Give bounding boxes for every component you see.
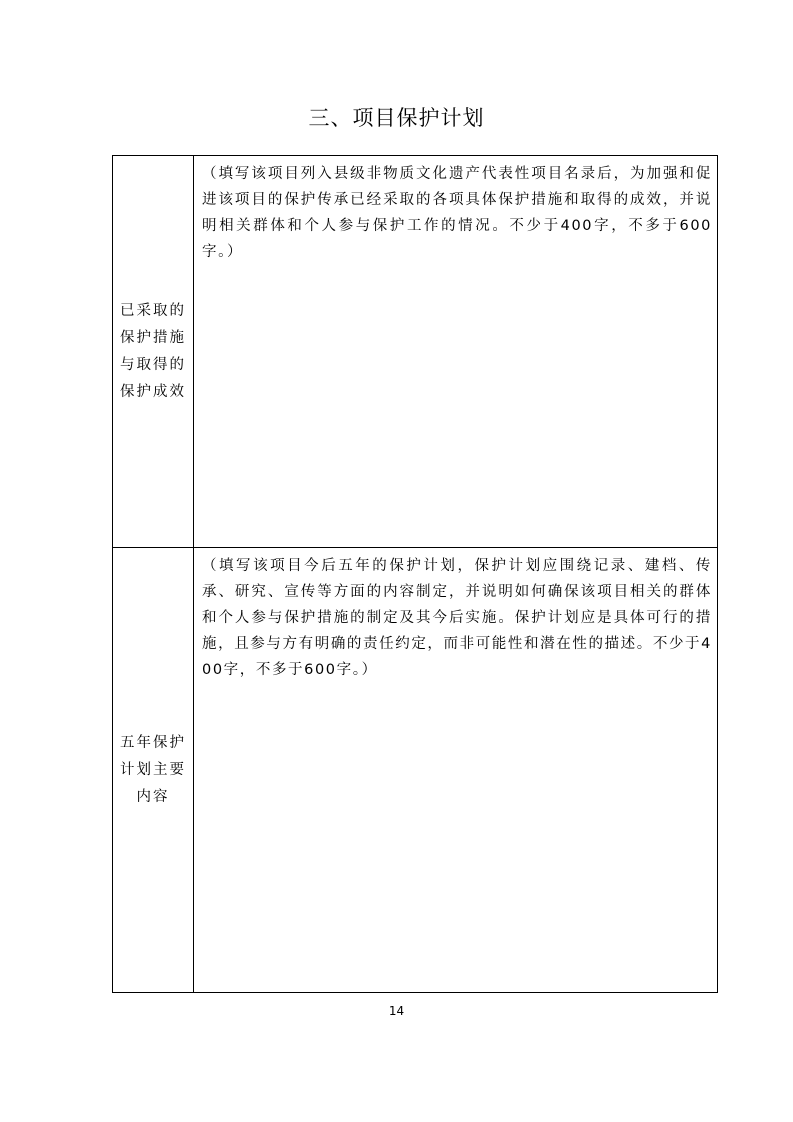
table-row-measures <box>113 156 717 548</box>
row-label-cell <box>113 156 194 547</box>
measures-instruction: （填写该项目列入县级非物质文化遗产代表性项目名录后，为加强和促进该项目的保护传承已经采取的各项具体保护措施和取得的成效，并说明相关群体和个人参与保护工作的情况。不少于400字，不多于600字。） <box>202 166 712 260</box>
protection-plan-table <box>112 155 718 993</box>
table-row-five-year-plan <box>113 548 717 992</box>
page-number: 14 <box>388 1004 405 1018</box>
measures-content-field[interactable] <box>194 156 717 547</box>
page-title: 三、项目保护计划 <box>308 106 485 130</box>
row-label-five-year-plan: 五年保护计划主要内容 <box>120 734 186 805</box>
row-label-measures: 已采取的保护措施与取得的保护成效 <box>120 302 186 400</box>
row-label-cell <box>113 548 194 992</box>
five-year-plan-content-field[interactable] <box>194 548 717 992</box>
five-year-plan-instruction: （填写该项目今后五年的保护计划，保护计划应围绕记录、建档、传承、研究、宣传等方面的内容制定，并说明如何确保该项目相关的群体和个人参与保护措施的制定及其今后实施。保护计划应是具体可行的措施，且参与方有明确的责任约定，而非可能性和潜在性的描述。不少于400字，不多于600字。） <box>202 558 712 678</box>
